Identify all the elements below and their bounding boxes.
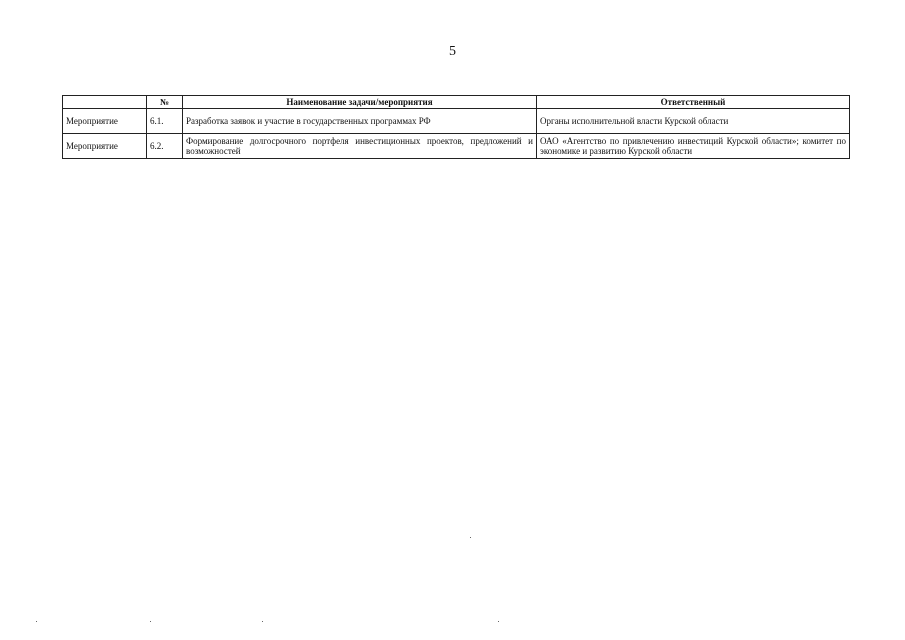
table-row bbox=[63, 134, 850, 159]
scan-artifact-dot bbox=[470, 537, 471, 538]
scan-artifact-dot bbox=[262, 621, 263, 622]
row-type: Мероприятие bbox=[63, 109, 147, 134]
row-name: Формирование долгосрочного портфеля инвестиционных проектов, предложений и возможностей bbox=[183, 134, 537, 159]
header-responsible: Ответственный bbox=[537, 96, 850, 109]
row-number: 6.2. bbox=[147, 134, 183, 159]
header-number: № bbox=[147, 96, 183, 109]
table-header-row bbox=[63, 96, 850, 109]
scan-artifact-dot bbox=[150, 621, 151, 622]
row-name: Разработка заявок и участие в государственных программах РФ bbox=[183, 109, 537, 134]
row-number: 6.1. bbox=[147, 109, 183, 134]
measures-table bbox=[62, 95, 850, 159]
scan-artifact-dot bbox=[36, 621, 37, 622]
header-type bbox=[63, 96, 147, 109]
scan-artifact-dot bbox=[498, 621, 499, 622]
header-name: Наименование задачи/мероприятия bbox=[183, 96, 537, 109]
table-row bbox=[63, 109, 850, 134]
row-responsible: ОАО «Агентство по привлечению инвестиций Курской области»; комитет по экономике и развитию Курской области bbox=[537, 134, 850, 159]
row-type: Мероприятие bbox=[63, 134, 147, 159]
page-number: 5 bbox=[449, 44, 456, 59]
row-responsible: Органы исполнительной власти Курской области bbox=[537, 109, 850, 134]
